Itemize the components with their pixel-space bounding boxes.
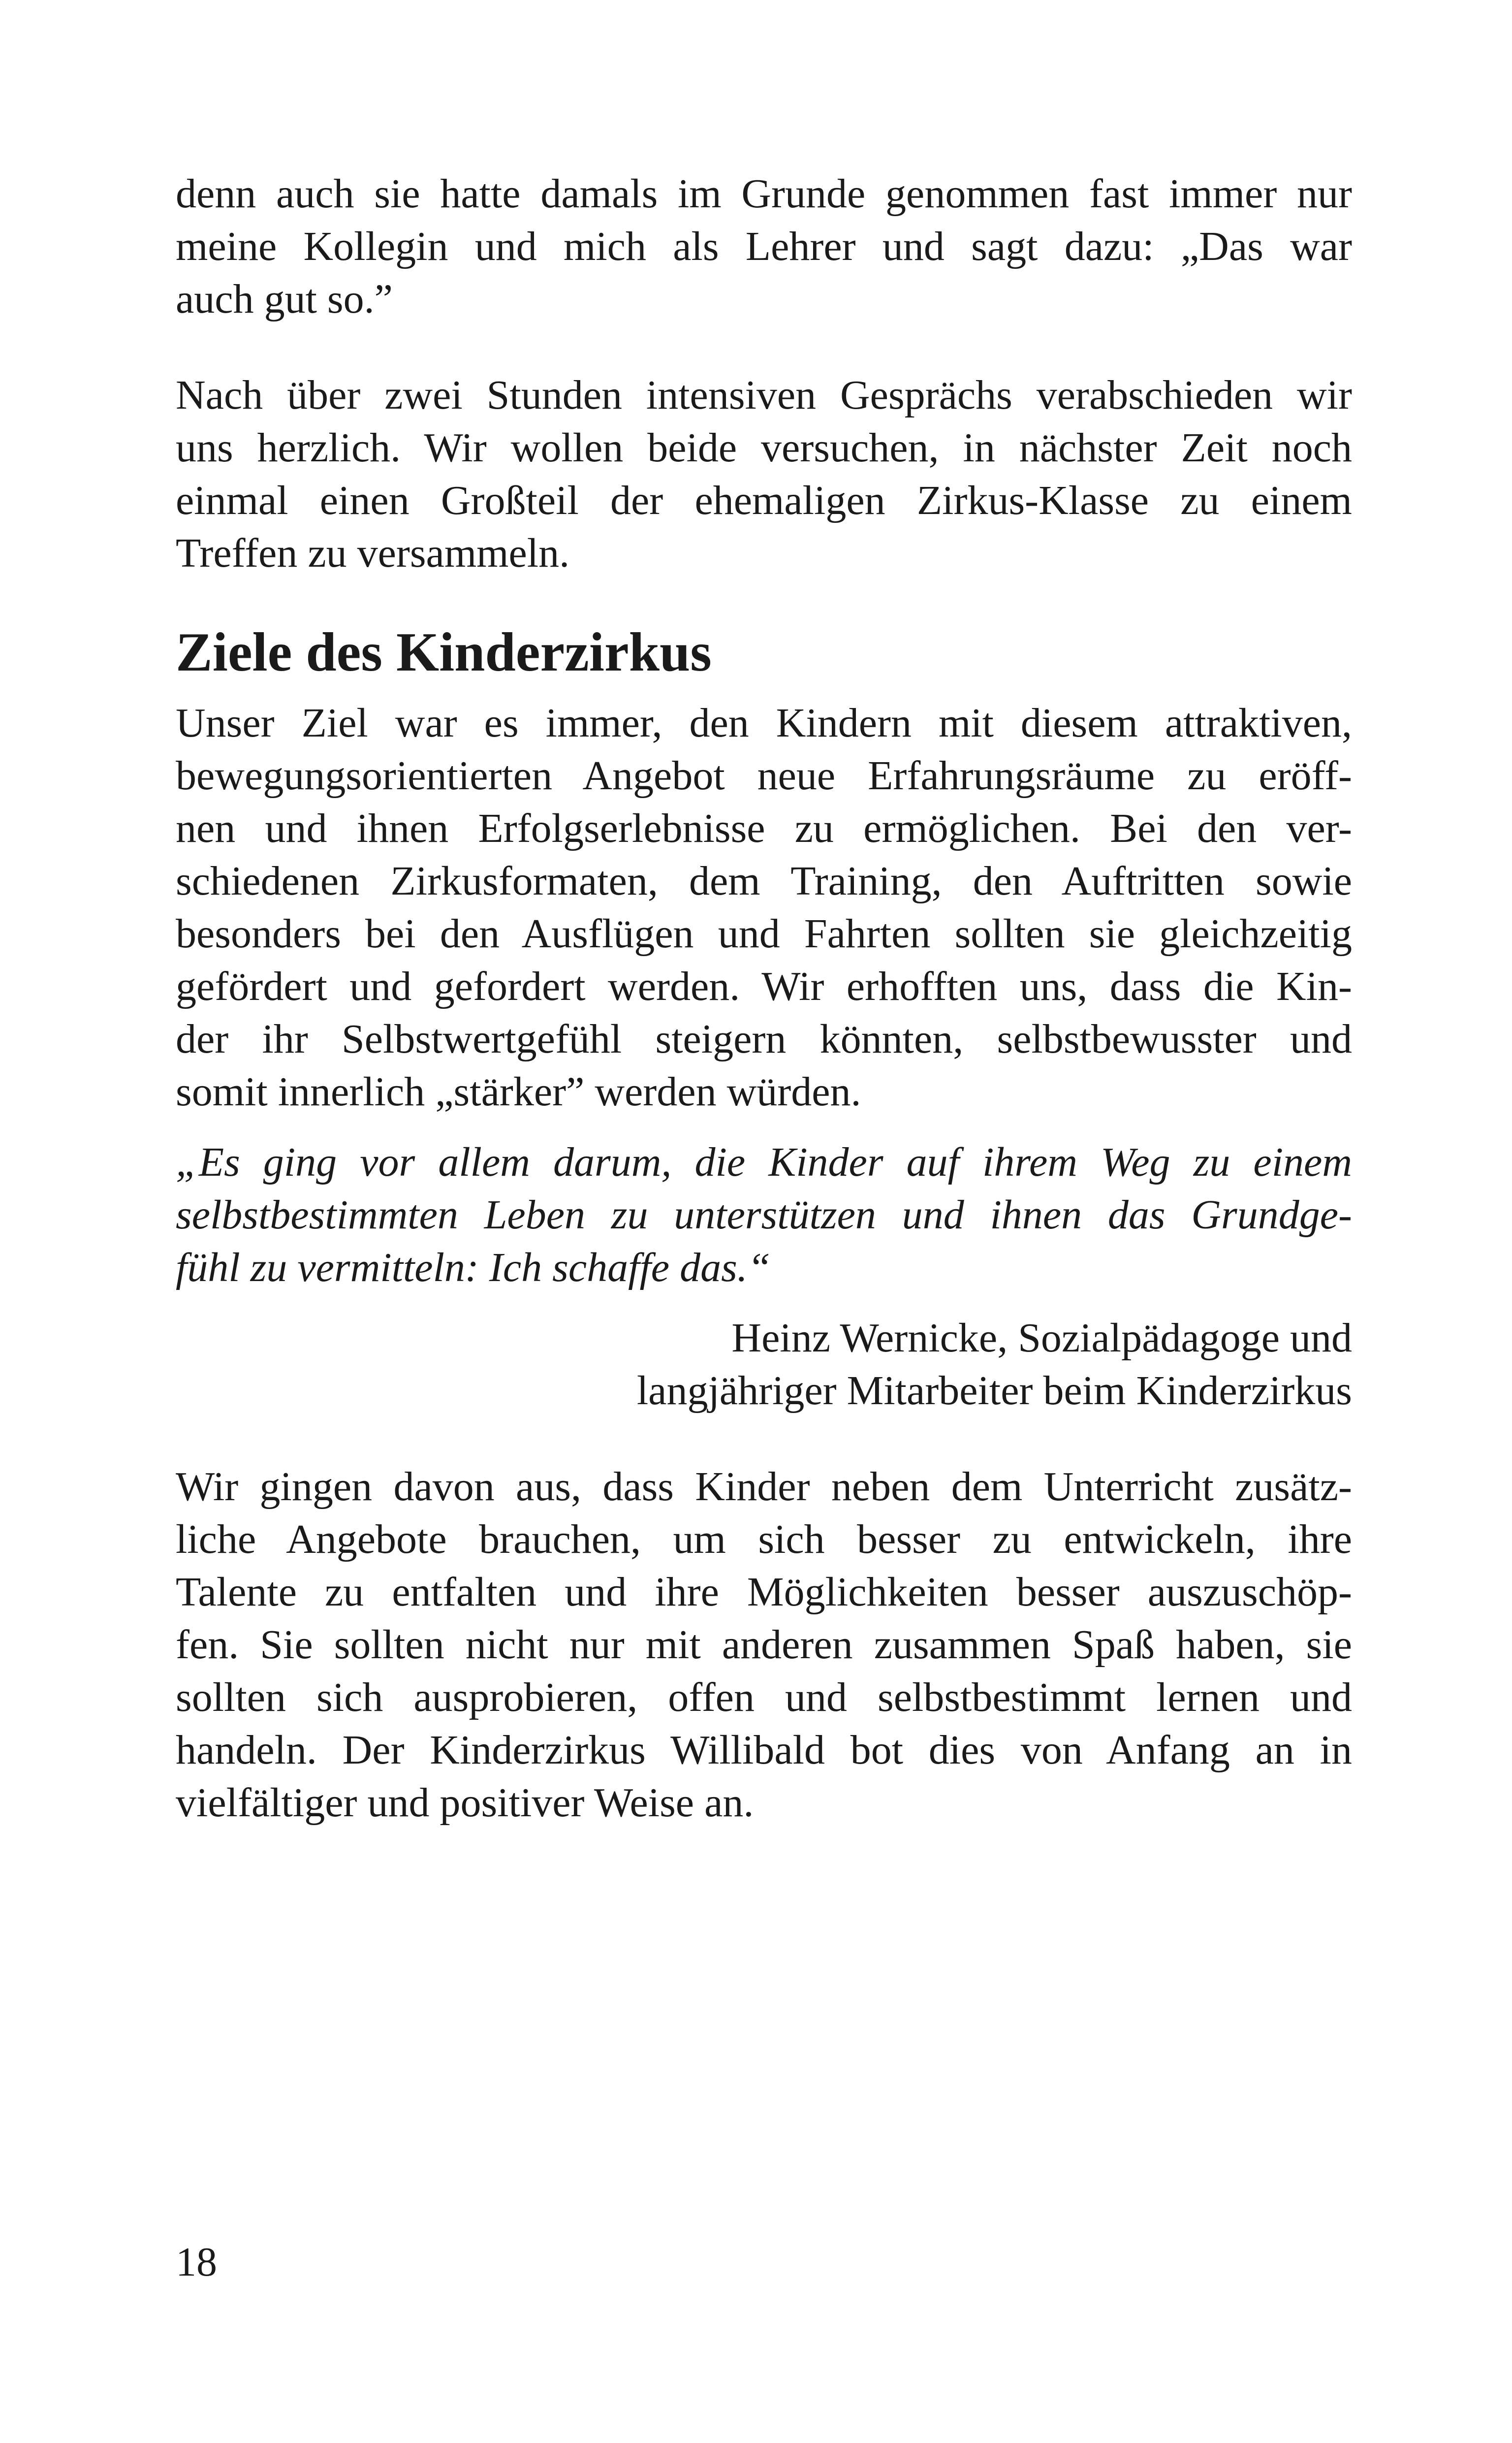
quote-line: fühl zu vermitteln: Ich schaffe das.“ (176, 1245, 771, 1290)
paragraph-line: Treffen zu versammeln. (176, 530, 570, 576)
paragraph-line: schiedenen Zirkusformaten, dem Training, den Auftritten sowie (176, 858, 1352, 904)
paragraph-line: besonders bei den Ausflügen und Fahrten sollten sie gleichzeitig (176, 911, 1352, 957)
page-body (176, 167, 1352, 1829)
paragraph-line: sollten sich ausprobieren, offen und selbstbestimmt lernen und (176, 1674, 1352, 1720)
paragraph-line: Unser Ziel war es immer, den Kindern mit diesem attraktiven, (176, 700, 1352, 746)
paragraph-line: auch gut so.” (176, 276, 393, 322)
paragraph-line: Wir gingen davon aus, dass Kinder neben dem Unterricht zusätz- (176, 1464, 1352, 1510)
spacer (176, 1294, 1352, 1312)
section-heading: Ziele des Kinderzirkus (176, 622, 712, 683)
paragraph-line: Nach über zwei Stunden intensiven Gesprächs verabschieden wir (176, 372, 1352, 418)
quote-line: selbstbestimmten Leben zu unterstützen und ihnen das Grundge- (176, 1192, 1352, 1238)
paragraph-line: einmal einen Großteil der ehemaligen Zirkus-Klasse zu einem (176, 478, 1352, 523)
paragraph-line: der ihr Selbstwertgefühl steigern könnten, selbstbewusster und (176, 1016, 1352, 1062)
attribution-line: Heinz Wernicke, Sozialpädagoge und (731, 1315, 1352, 1361)
paragraph-3 (176, 697, 1352, 1118)
paragraph-line: liche Angebote brauchen, um sich besser zu entwickeln, ihre (176, 1516, 1352, 1562)
paragraph-line: meine Kollegin und mich als Lehrer und sagt dazu: „Das war (176, 224, 1352, 269)
block-quote (176, 1136, 1352, 1294)
paragraph-line: somit innerlich „stärker” werden würden. (176, 1069, 861, 1115)
page-number: 18 (176, 2239, 217, 2285)
paragraph-4 (176, 1460, 1352, 1829)
spacer (176, 1118, 1352, 1136)
paragraph-2 (176, 369, 1352, 579)
paragraph-line: vielfältiger und positiver Weise an. (176, 1780, 754, 1826)
paragraph-line: uns herzlich. Wir wollen beide versuchen, in nächster Zeit noch (176, 425, 1352, 471)
paragraph-line: fen. Sie sollten nicht nur mit anderen zusammen Spaß haben, sie (176, 1622, 1352, 1668)
quote-attribution (176, 1312, 1352, 1417)
quote-line: „Es ging vor allem darum, die Kinder auf ihrem Weg zu einem (176, 1139, 1352, 1185)
paragraph-line: gefördert und gefordert werden. Wir erhofften uns, dass die Kin- (176, 964, 1352, 1009)
spacer (176, 1417, 1352, 1460)
spacer (176, 579, 1352, 623)
paragraph-line: denn auch sie hatte damals im Grunde genommen fast immer nur (176, 171, 1352, 217)
paragraph-1 (176, 167, 1352, 325)
paragraph-line: Talente zu entfalten und ihre Möglichkeiten besser auszuschöp- (176, 1569, 1352, 1615)
paragraph-line: nen und ihnen Erfolgserlebnisse zu ermöglichen. Bei den ver- (176, 805, 1352, 851)
paragraph-line: bewegungsorientierten Angebot neue Erfahrungsräume zu eröff- (176, 753, 1352, 799)
spacer (176, 325, 1352, 369)
attribution-line: langjähriger Mitarbeiter beim Kinderzirkus (636, 1368, 1352, 1414)
paragraph-line: handeln. Der Kinderzirkus Willibald bot dies von Anfang an in (176, 1727, 1352, 1773)
